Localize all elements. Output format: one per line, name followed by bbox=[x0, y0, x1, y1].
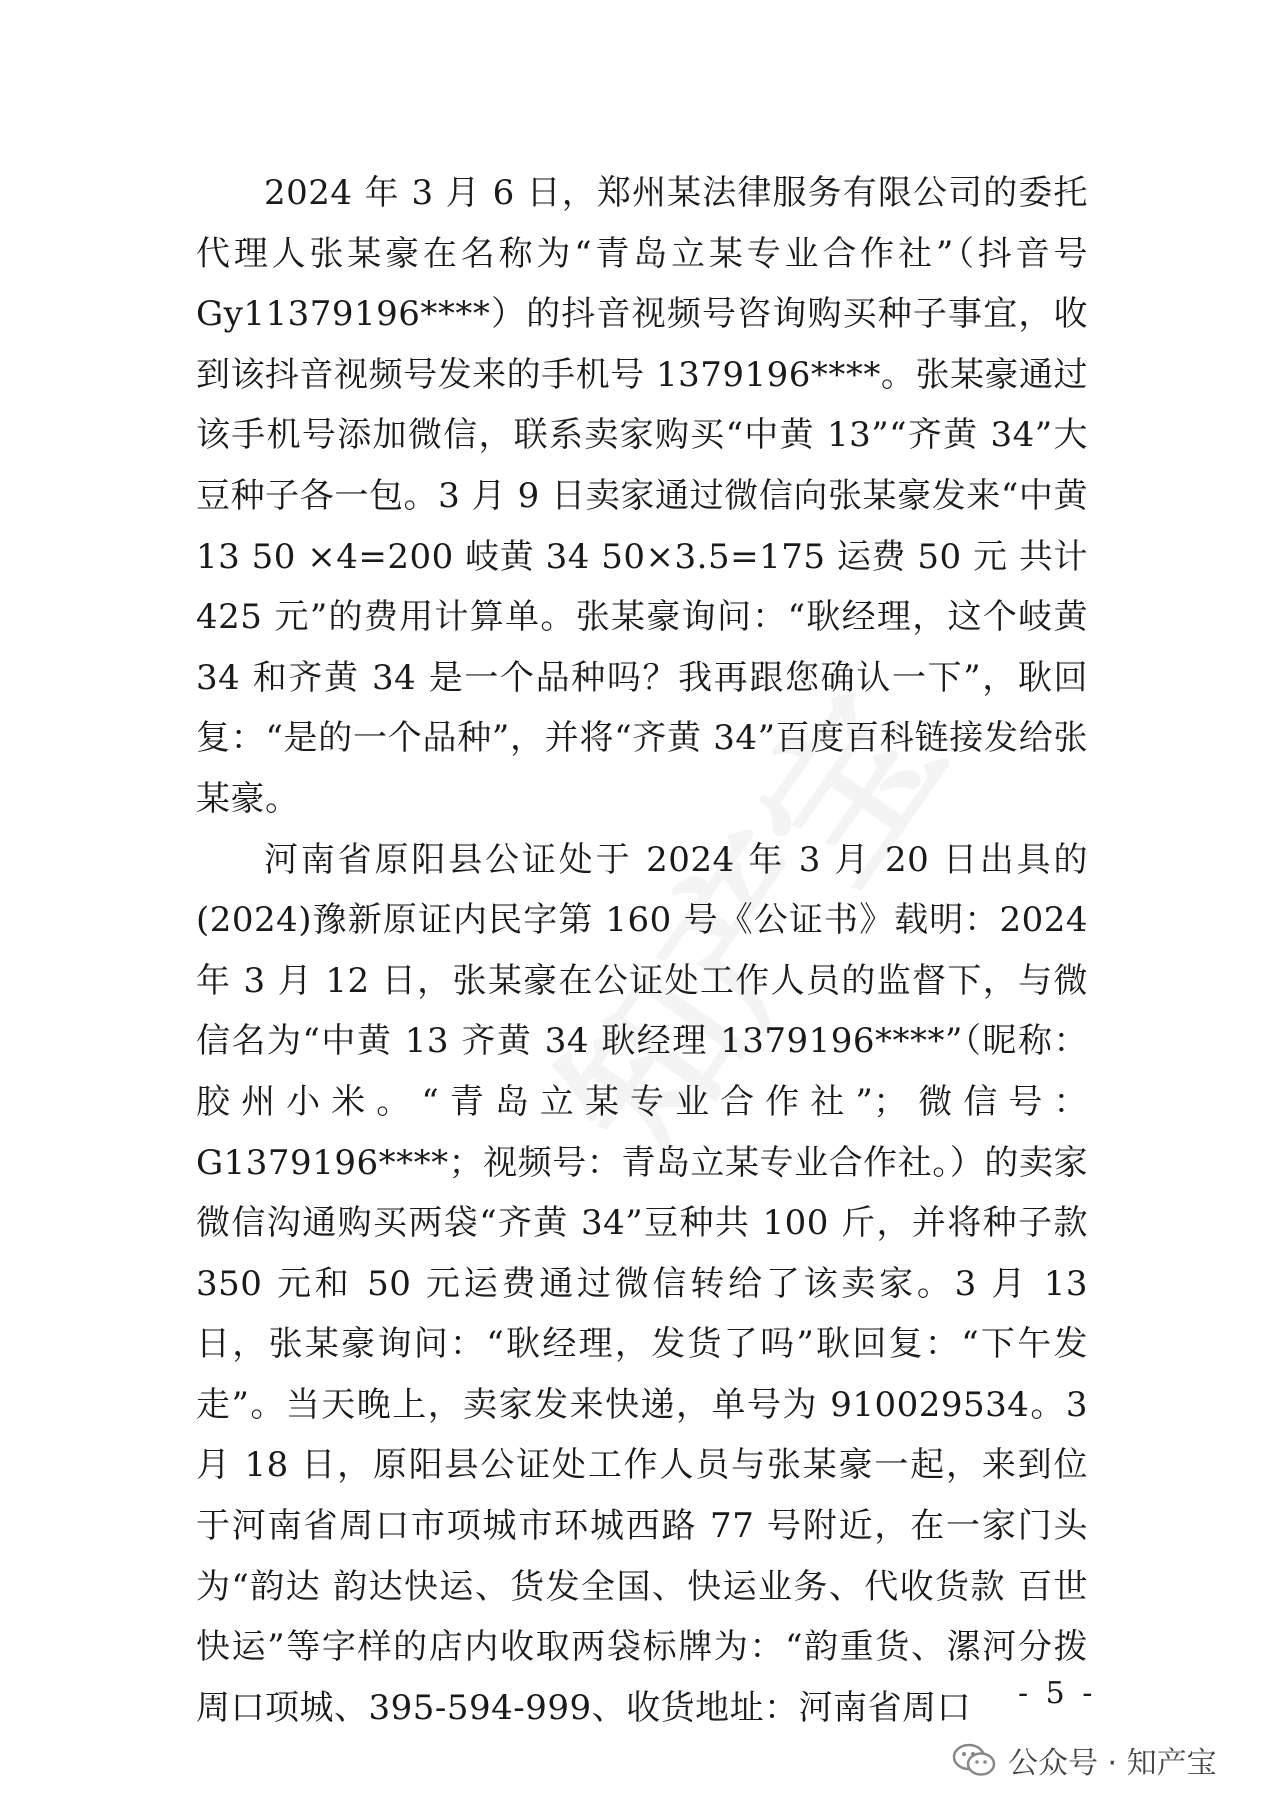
document-body bbox=[196, 163, 1088, 1738]
paragraph-1: 2024 年 3 月 6 日，郑州某法律服务有限公司的委托代理人张某豪在名称为“青岛立某专业合作社”（抖音号 Gy11379196****）的抖音视频号咨询购买种子事宜，收到该抖音视频号发来的手机号 1379196****。张某豪通过该手机号添加微信，联系卖家购买“中黄 13”“齐黄 34”大豆种子各一包。3 月 9 日卖家通过微信向张某豪发来“中黄 13 50 ×4=200 岐黄 34 50×3.5=175 运费 50 元 共计 425 元”的费用计算单。张某豪询问：“耿经理，这个岐黄 34 和齐黄 34 是一个品种吗？我再跟您确认一下”，耿回复：“是的一个品种”，并将“齐黄 34”百度百科链接发给张某豪。 bbox=[196, 173, 1088, 819]
watermark-footer bbox=[952, 1740, 1217, 1780]
page-number: - 5 - bbox=[1018, 1676, 1097, 1711]
wechat-icon bbox=[952, 1742, 998, 1778]
paragraph-2: 河南省原阳县公证处于 2024 年 3 月 20 日出具的(2024)豫新原证内民字第 160 号《公证书》载明：2024 年 3 月 12 日，张某豪在公证处工作人员的监督下，与微信名为“中黄 13 齐黄 34 耿经理 1379196****”（昵称：胶州小米。“青岛立某专业合作社”；微信号：G1379196****；视频号：青岛立某专业合作社。）的卖家微信沟通购买两袋“齐黄 34”豆种共 100 斤，并将种子款 350 元和 50 元运费通过微信转给了该卖家。3 月 13 日，张某豪询问：“耿经理，发货了吗”耿回复：“下午发走”。当天晚上，卖家发来快递，单号为 910029534。3 月 18 日，原阳县公证处工作人员与张某豪一起，来到位于河南省周口市项城市环城西路 77 号附近，在一家门头为“韵达 韵达快运、货发全国、快运业务、代收货款 百世快运”等字样的店内收取两袋标牌为：“韵重货、漯河分拨周口项城、395-594-999、收货地址：河南省周口 bbox=[196, 839, 1088, 1728]
watermark-text: 公众号 · 知产宝 bbox=[1008, 1746, 1217, 1781]
